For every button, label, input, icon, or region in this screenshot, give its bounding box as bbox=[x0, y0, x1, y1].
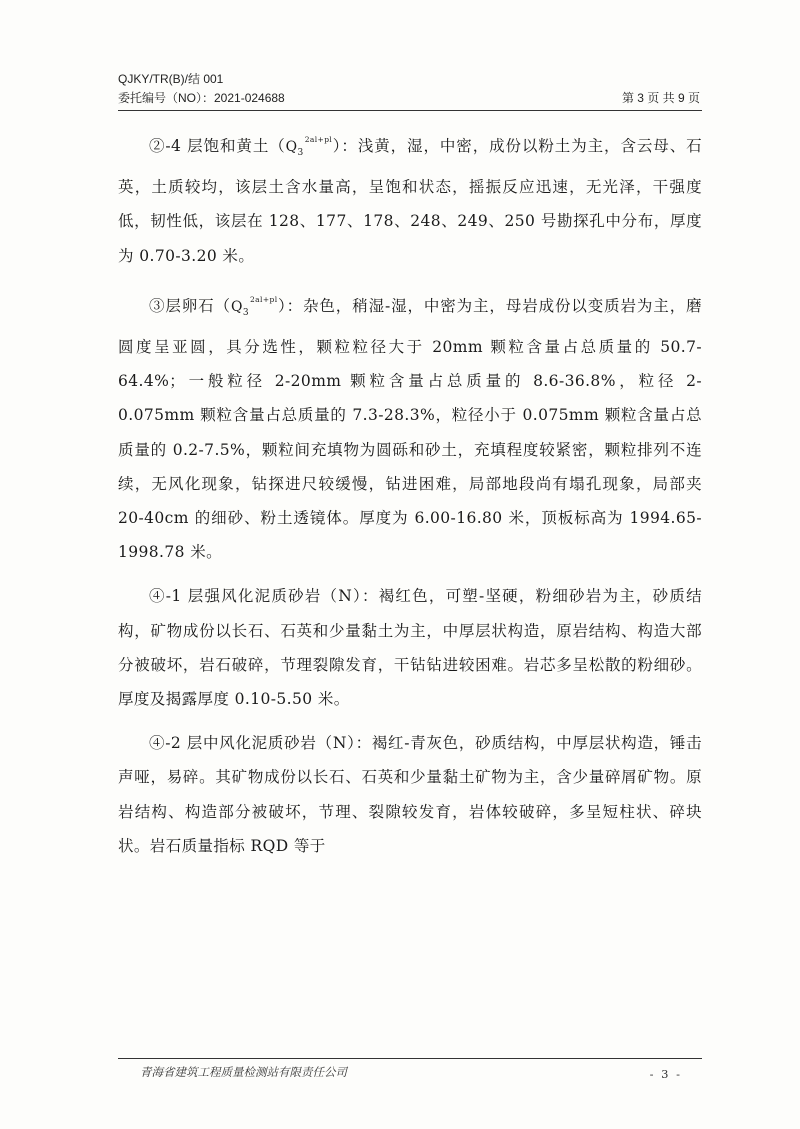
paragraph-layer-2-4 bbox=[118, 123, 702, 273]
paragraph-layer-4-2: ④-2 层中风化泥质砂岩（N）：褐红-青灰色，砂质结构，中厚层状构造，锤击声哑，易碎。其矿物成份以长石、石英和少量黏土矿物为主，含少量碎屑矿物。原岩结构、构造部分被破坏，节理、裂隙较发育，岩体较破碎，多呈短柱状、碎块状。岩石质量指标 RQD 等于 bbox=[118, 734, 702, 855]
document-body bbox=[118, 123, 702, 873]
layer-title: ③层卵石（ bbox=[149, 296, 231, 315]
paragraph-layer-3 bbox=[118, 283, 702, 570]
layer-description: ）：浅黄，湿，中密，成份以粉土为主，含云母、石英，土质较均，该层土含水量高，呈饱和状态，摇振反应迅速，无光泽，干强度低，韧性低，该层在 128、177、178、248、249、250 号勘探孔中分布，厚度为 0.70-3.20 米。 bbox=[118, 137, 703, 265]
layer-description: ）：杂色，稍湿-湿，中密为主，母岩成份以变质岩为主，磨圆度呈亚圆，具分选性，颗粒粒径大于 20mm 颗粒含量占总质量的 50.7-64.4%；一般粒径 2-20mm 颗粒含量占总质量的 8.6-36.8%，粒径 2-0.075mm 颗粒含量占总质量的 7.3-28.3%，粒径小于 0.075mm 颗粒含量占总质量的 0.2-7.5%，颗粒间充填物为圆砾和砂土，充填程度较紧密，颗粒排列不连续，无风化现象，钻探进尺较缓慢，钻进困难，局部地段尚有塌孔现象，局部夹 20-40cm 的细砂、粉土透镜体。厚度为 6.00-16.80 米，顶板标高为 1994.65-1998.78 米。 bbox=[118, 296, 702, 562]
header-divider bbox=[118, 110, 702, 111]
document-code: QJKY/TR(B)/结 001 bbox=[118, 72, 224, 86]
geologic-age-symbol: $Q_3^{2al+pl}$ bbox=[285, 135, 333, 158]
footer-page-number: - 3 - bbox=[649, 1067, 682, 1081]
layer-title: ②-4 层饱和黄土（ bbox=[149, 137, 286, 155]
page-info: 第 3 页 共 9 页 bbox=[621, 91, 700, 105]
paragraph-layer-4-1: ④-1 层强风化泥质砂岩（N）：褐红色，可塑-坚硬，粉细砂岩为主，砂质结构，矿物成份以长石、石英和少量黏土为主，中厚层状构造，原岩结构、构造大部分被破坏，岩石破碎，节理裂隙发育，干钻钻进较困难。岩芯多呈松散的粉细砂。厚度及揭露厚度 0.10-5.50 米。 bbox=[118, 587, 702, 709]
entrust-number: 委托编号（NO）：2021-024688 bbox=[118, 91, 285, 105]
footer-divider bbox=[118, 1058, 702, 1059]
footer-organization: 青海省建筑工程质量检测站有限责任公司 bbox=[140, 1065, 347, 1079]
geologic-age-symbol: $Q_3^{2al+pl}$ bbox=[230, 294, 278, 318]
